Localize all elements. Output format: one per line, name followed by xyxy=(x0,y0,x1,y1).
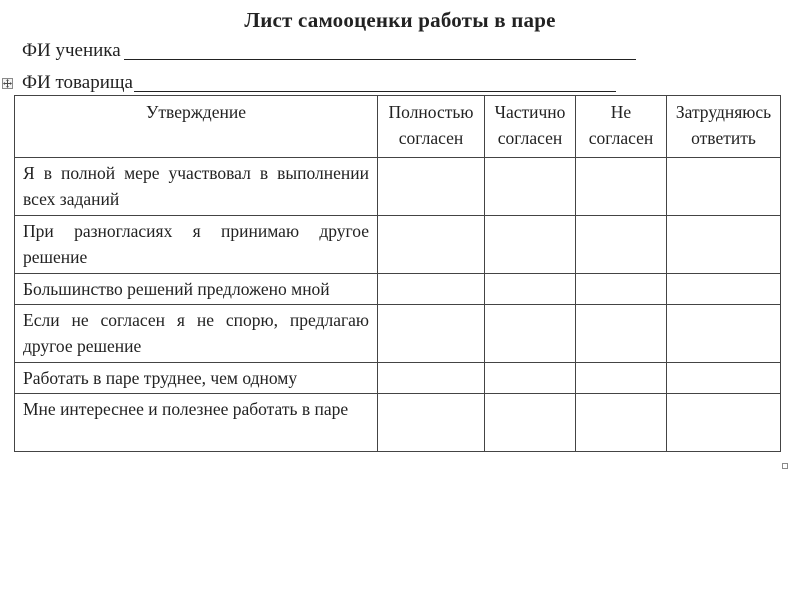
column-header-hard-to-answer: Затрудняюсь ответить xyxy=(667,96,781,158)
page-title: Лист самооценки работы в паре xyxy=(244,8,556,32)
answer-cell-disagree[interactable] xyxy=(576,394,667,452)
answer-cell-partly-agree[interactable] xyxy=(485,394,576,452)
table-row xyxy=(15,216,781,274)
answer-cell-fully-agree[interactable] xyxy=(378,394,485,452)
answer-cell-hard-to-answer[interactable] xyxy=(667,274,781,305)
statement-cell: При разногласиях я принимаю другое решение xyxy=(15,216,378,274)
self-assessment-table xyxy=(14,95,781,452)
resize-square-icon[interactable] xyxy=(782,463,788,469)
answer-cell-fully-agree[interactable] xyxy=(378,216,485,274)
answer-cell-hard-to-answer[interactable] xyxy=(667,158,781,216)
answer-cell-partly-agree[interactable] xyxy=(485,363,576,394)
statement-cell: Большинство решений предложено мной xyxy=(15,274,378,305)
answer-cell-partly-agree[interactable] xyxy=(485,158,576,216)
table-header-row xyxy=(15,96,781,158)
statement-cell: Если не согласен я не спорю, предлагаю другое решение xyxy=(15,305,378,363)
student-name-line[interactable] xyxy=(124,59,636,60)
column-header-partly-agree: Частично согласен xyxy=(485,96,576,158)
answer-cell-fully-agree[interactable] xyxy=(378,274,485,305)
partner-name-label: ФИ товарища xyxy=(22,72,133,93)
answer-cell-fully-agree[interactable] xyxy=(378,363,485,394)
table-row xyxy=(15,394,781,452)
answer-cell-hard-to-answer[interactable] xyxy=(667,394,781,452)
student-name-label: ФИ ученика xyxy=(22,40,121,61)
move-arrows-icon[interactable] xyxy=(2,78,13,89)
statement-cell: Мне интереснее и полезнее работать в паре xyxy=(15,394,378,452)
answer-cell-disagree[interactable] xyxy=(576,158,667,216)
answer-cell-disagree[interactable] xyxy=(576,274,667,305)
answer-cell-fully-agree[interactable] xyxy=(378,158,485,216)
table-row xyxy=(15,305,781,363)
column-header-fully-agree: Полностью согласен xyxy=(378,96,485,158)
answer-cell-disagree[interactable] xyxy=(576,305,667,363)
answer-cell-fully-agree[interactable] xyxy=(378,305,485,363)
answer-cell-hard-to-answer[interactable] xyxy=(667,216,781,274)
answer-cell-partly-agree[interactable] xyxy=(485,216,576,274)
answer-cell-hard-to-answer[interactable] xyxy=(667,305,781,363)
answer-cell-disagree[interactable] xyxy=(576,216,667,274)
table-row xyxy=(15,158,781,216)
statement-cell: Работать в паре труднее, чем одному xyxy=(15,363,378,394)
partner-name-field xyxy=(22,72,133,94)
answer-cell-disagree[interactable] xyxy=(576,363,667,394)
answer-cell-partly-agree[interactable] xyxy=(485,305,576,363)
student-name-field xyxy=(22,40,121,62)
answer-cell-hard-to-answer[interactable] xyxy=(667,363,781,394)
answer-cell-partly-agree[interactable] xyxy=(485,274,576,305)
column-header-disagree: Не согласен xyxy=(576,96,667,158)
column-header-statement: Утверждение xyxy=(15,96,378,158)
statement-cell: Я в полной мере участвовал в выполнении всех заданий xyxy=(15,158,378,216)
table-row xyxy=(15,274,781,305)
table-row xyxy=(15,363,781,394)
partner-name-line[interactable] xyxy=(134,91,616,92)
